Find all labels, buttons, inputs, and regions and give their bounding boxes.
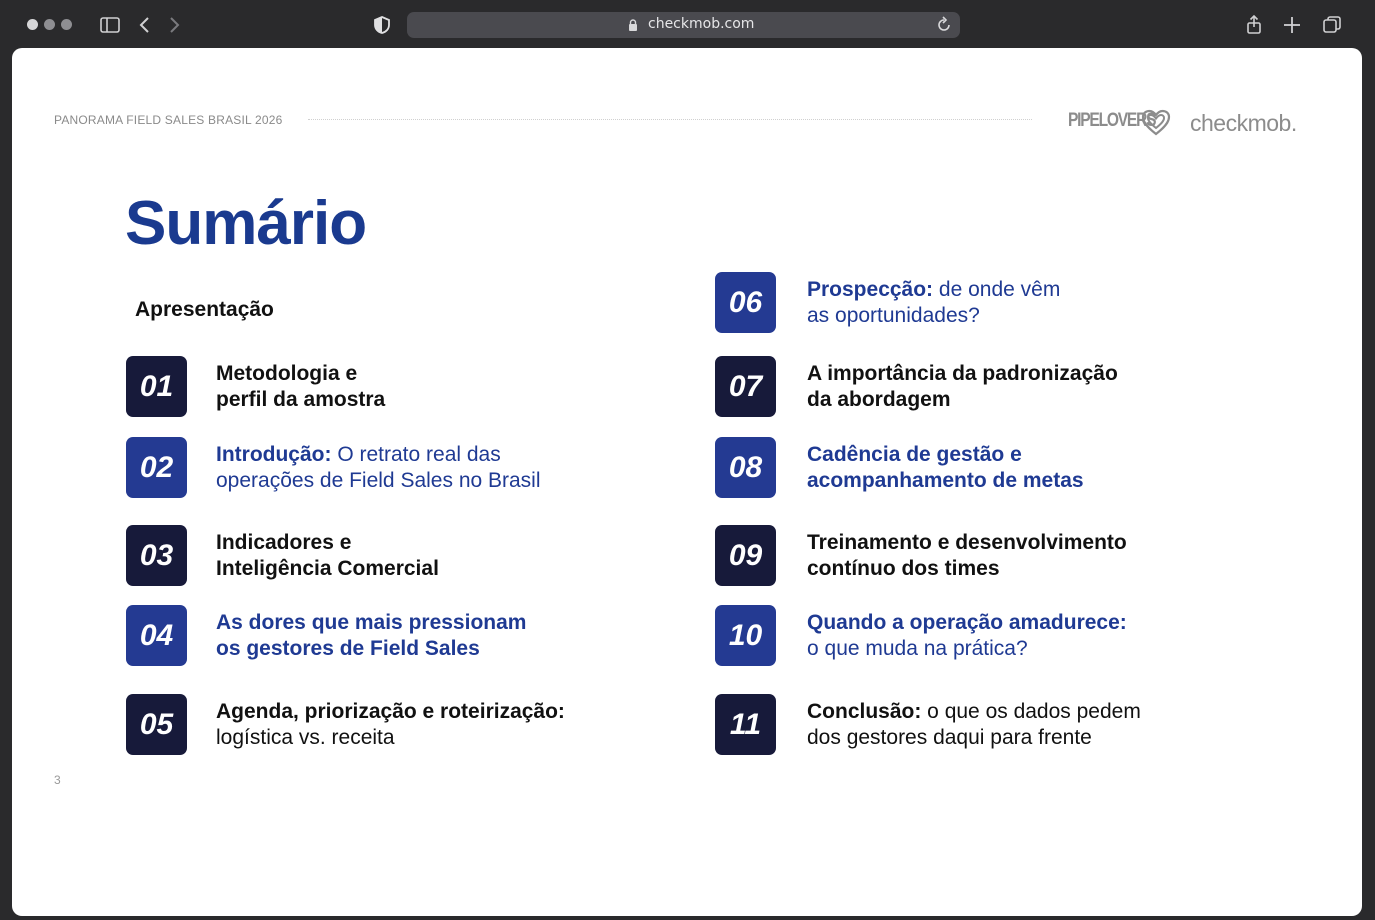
toc-item-03[interactable]	[126, 525, 439, 586]
toc-number-badge: 06	[715, 272, 776, 333]
toc-item-02[interactable]	[126, 437, 541, 498]
toc-item-04[interactable]	[126, 605, 526, 666]
page-viewport	[12, 48, 1362, 916]
toc-item-label: Metodologia e perfil da amostra	[216, 361, 386, 411]
tab-overview-icon[interactable]	[1321, 14, 1343, 36]
window-controls	[27, 19, 72, 30]
toc-number-badge: 05	[126, 694, 187, 755]
toc-item-10[interactable]	[715, 605, 1127, 666]
toc-number-badge: 03	[126, 525, 187, 586]
pipelovers-logo: PIPELOVERS	[1068, 110, 1156, 131]
minimize-window-button[interactable]	[44, 19, 55, 30]
page-title: Sumário	[125, 189, 367, 258]
toc-item-label: Agenda, priorização e roteirização: logística vs. receita	[216, 699, 565, 749]
toc-number-badge: 01	[126, 356, 187, 417]
toc-item-label: Cadência de gestão e acompanhamento de metas	[807, 442, 1084, 492]
toc-item-label: Quando a operação amadurece: o que muda na prática?	[807, 610, 1127, 660]
toc-number-badge: 04	[126, 605, 187, 666]
maximize-window-button[interactable]	[61, 19, 72, 30]
share-icon[interactable]	[1243, 14, 1265, 36]
toc-item-11[interactable]	[715, 694, 1141, 755]
heart-logo-icon	[1141, 109, 1171, 137]
toc-number-badge: 10	[715, 605, 776, 666]
header-divider	[308, 119, 1032, 120]
new-tab-icon[interactable]	[1281, 14, 1303, 36]
toc-item-05[interactable]	[126, 694, 565, 755]
lock-icon	[626, 18, 640, 32]
sidebar-toggle-icon[interactable]	[99, 14, 121, 36]
toc-item-label: A importância da padronização da abordagem	[807, 361, 1118, 411]
browser-toolbar	[0, 0, 1375, 48]
toc-item-label: Conclusão: o que os dados pedem dos gestores daqui para frente	[807, 699, 1141, 749]
forward-icon[interactable]	[163, 14, 185, 36]
toc-item-label: As dores que mais pressionam os gestores de Field Sales	[216, 610, 527, 660]
toc-item-apresentacao[interactable]: Apresentação	[135, 298, 274, 321]
toc-number-badge: 02	[126, 437, 187, 498]
toc-item-label: Indicadores e Inteligência Comercial	[216, 530, 439, 580]
toc-number-badge: 08	[715, 437, 776, 498]
toc-item-label: Treinamento e desenvolvimento contínuo dos times	[807, 530, 1127, 580]
url-text: checkmob.com	[648, 16, 755, 32]
toc-item-01[interactable]	[126, 356, 385, 417]
toc-item-08[interactable]	[715, 437, 1084, 498]
page-number: 3	[54, 773, 61, 787]
back-icon[interactable]	[134, 14, 156, 36]
reload-icon[interactable]	[934, 15, 954, 35]
toc-item-07[interactable]	[715, 356, 1118, 417]
checkmob-logo: checkmob.	[1190, 110, 1297, 136]
close-window-button[interactable]	[27, 19, 38, 30]
report-title: PANORAMA FIELD SALES BRASIL 2026	[54, 113, 283, 127]
toc-number-badge: 11	[715, 694, 776, 755]
toc-number-badge: 09	[715, 525, 776, 586]
toc-number-badge: 07	[715, 356, 776, 417]
toc-item-09[interactable]	[715, 525, 1127, 586]
toc-item-06[interactable]	[715, 272, 1060, 333]
toc-item-label: Prospecção: de onde vêm as oportunidades?	[807, 277, 1061, 327]
address-bar[interactable]	[407, 12, 960, 38]
shield-icon[interactable]	[371, 14, 393, 36]
toc-item-label: Introdução: O retrato real das operações de Field Sales no Brasil	[216, 442, 541, 492]
